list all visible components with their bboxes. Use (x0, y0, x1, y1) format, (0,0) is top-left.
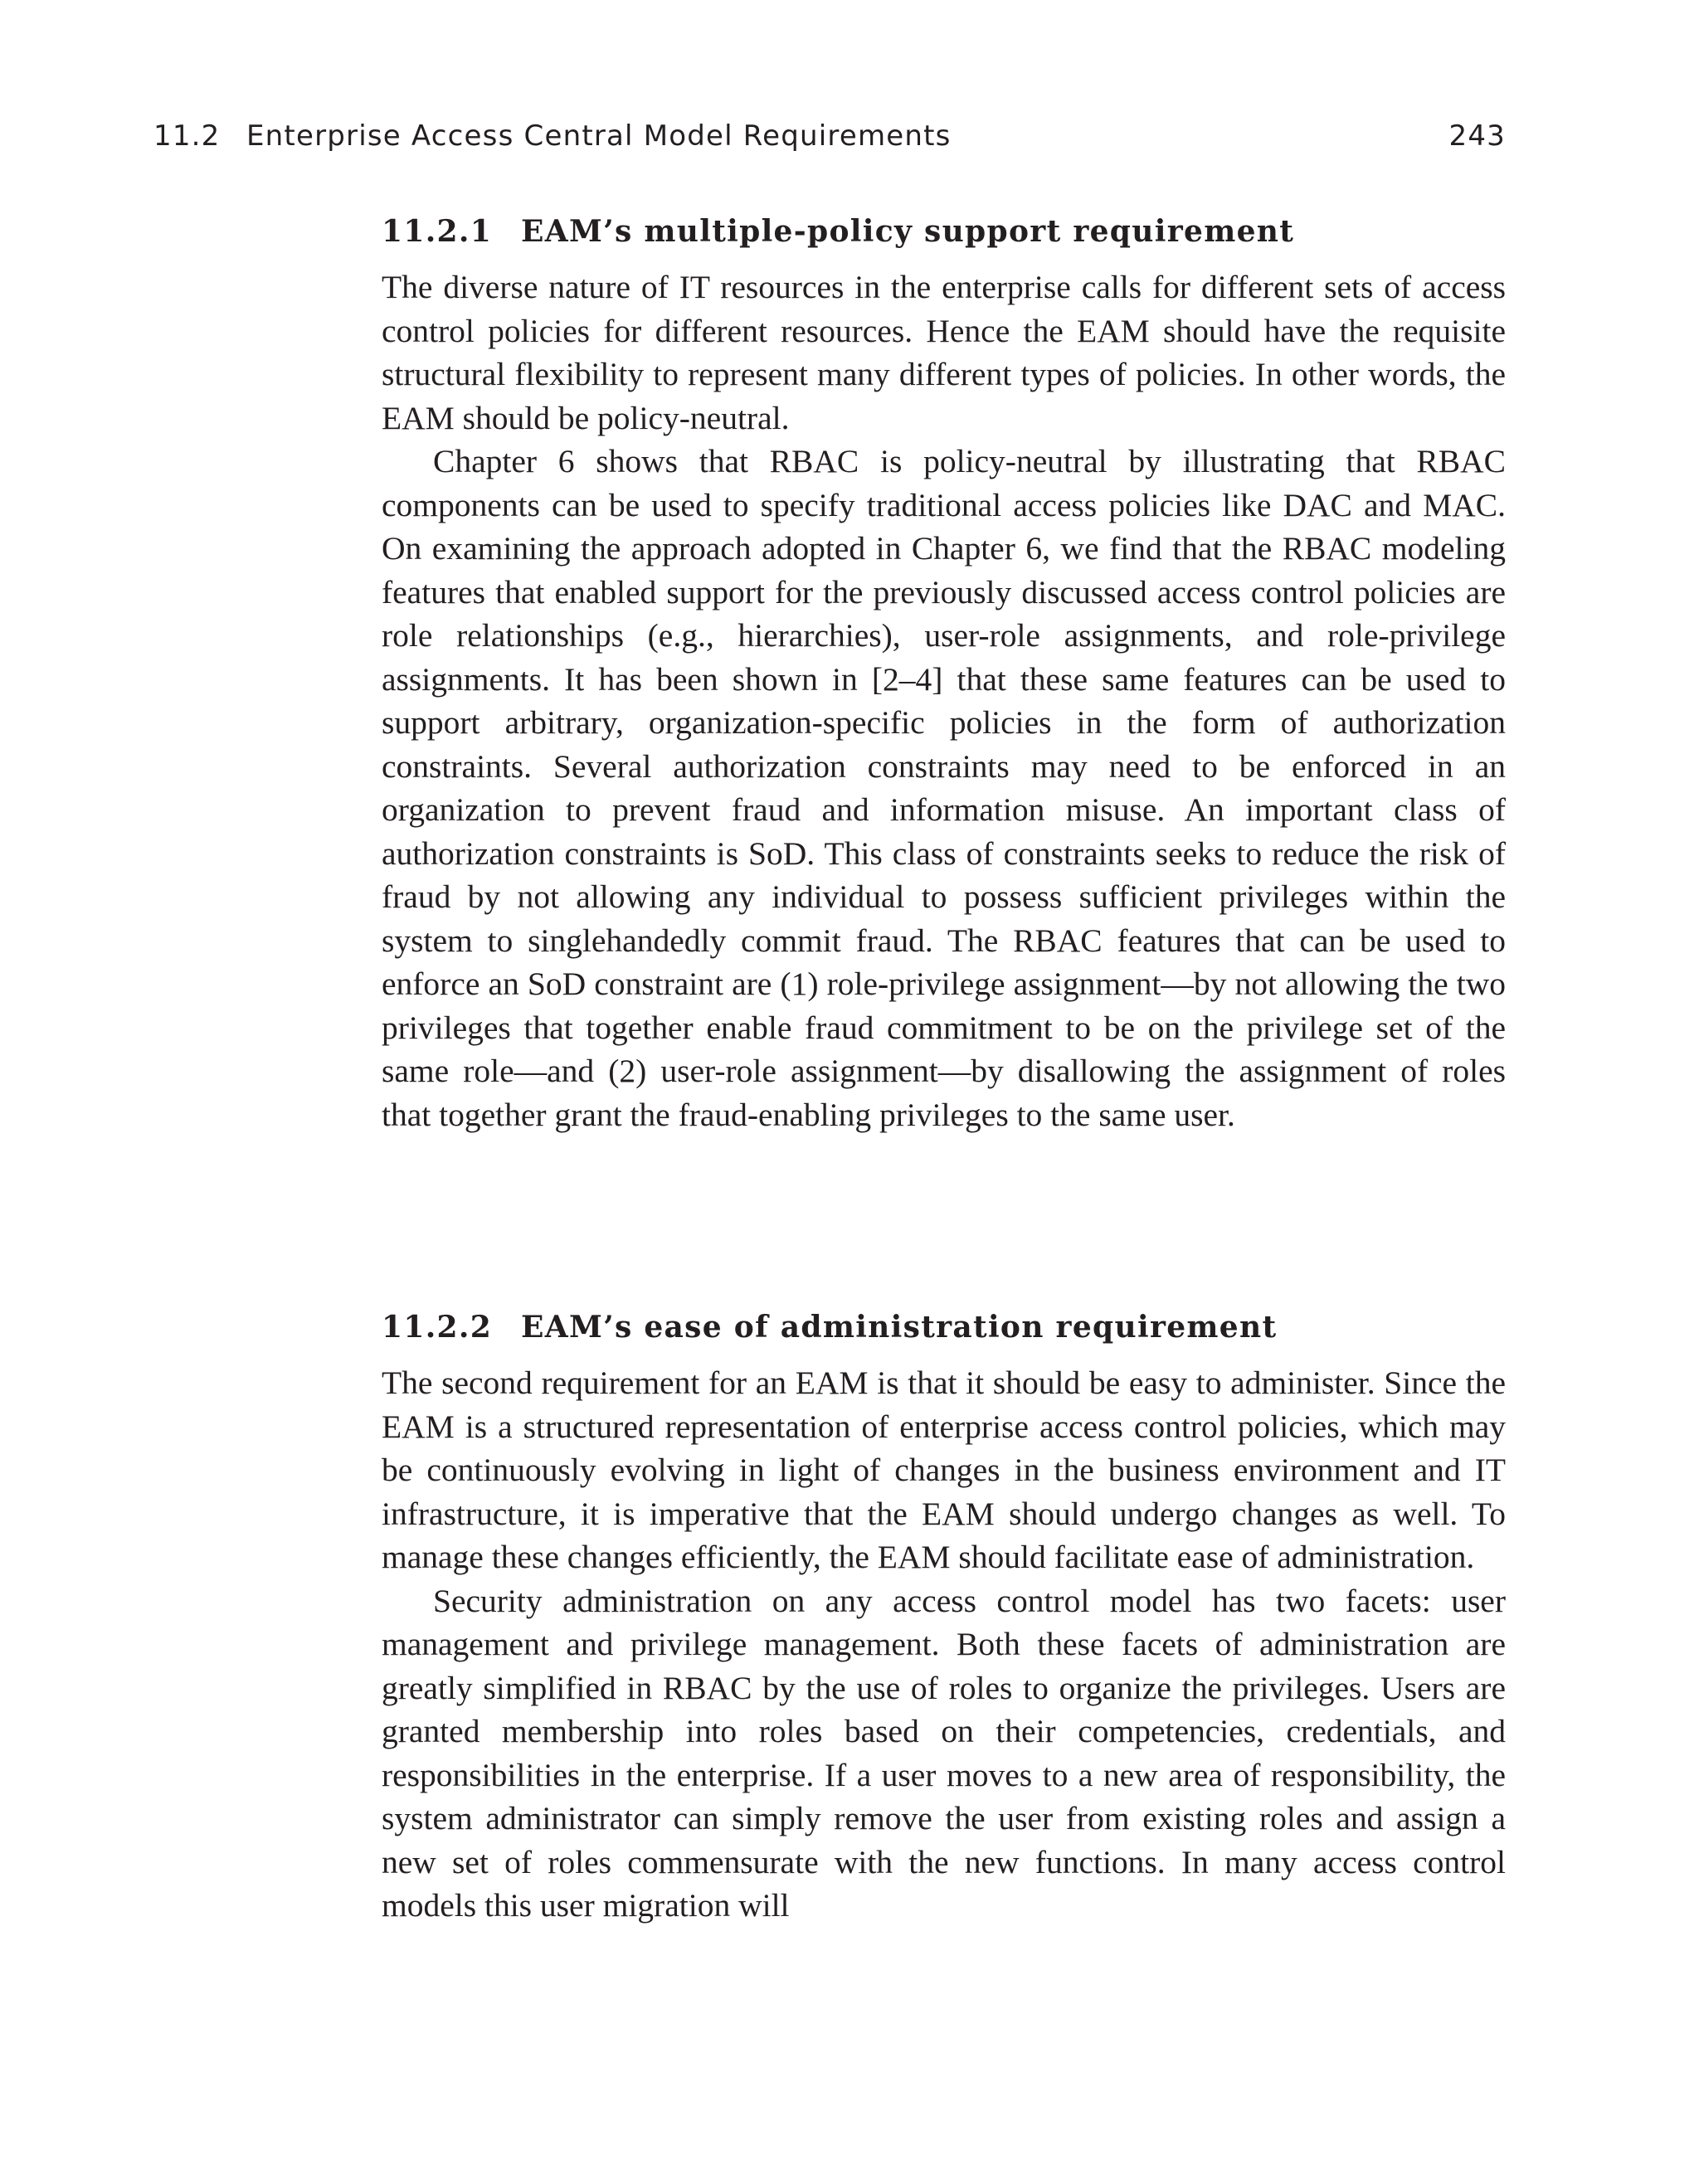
section-heading-title: EAM’s multiple-policy support requirement (521, 214, 1295, 249)
paragraph: The second requirement for an EAM is that it should be easy to administer. Since the EAM is a structured representation of enterprise access control policies, which may be continuously evolving in light of changes in the business environment and IT infrastructure, it is imperative that the EAM should undergo changes as well. To manage these changes efficiently, the EAM should facilitate ease of administration. (382, 1364, 1506, 1575)
paragraph: Security administration on any access control model has two facets: user management and privilege management. Both these facets of administration are greatly simplified in RBAC by the use of roles to organize the privileges. Users are granted membership into roles based on their competencies, credentials, and responsibilities in the enterprise. If a user moves to a new area of responsibility, the system administrator can simply remove the user from existing roles and assign a new set of roles commensurate with the new functions. In many access control models this user migration will (382, 1582, 1506, 1924)
paragraph: Chapter 6 shows that RBAC is policy-neutral by illustrating that RBAC components can be used to specify traditional access policies like DAC and MAC. On examining the approach adopted in Chapter 6, we find that the RBAC modeling features that enabled support for the previously discussed access control policies are role relationships (e.g., hierarchies), user-role assignments, and role-privilege assignments. It has been shown in [2–4] that these same features can be used to support arbitrary, organization-specific policies in the form of authorization constraints. Several authorization constraints may need to be enforced in an organization to prevent fraud and information misuse. An important class of authorization constraints is SoD. This class of constraints seeks to reduce the risk of fraud by not allowing any individual to possess sufficient privileges within the system to singlehandedly commit fraud. The RBAC features that can be used to enforce an SoD constraint are (1) role-privilege assignment—by not allowing the two privileges that together enable fraud commitment to be on the privilege set of the same role—and (2) user-role assignment—by disallowing the assignment of roles that together grant the fraud-enabling privileges to the same user. (382, 443, 1506, 1133)
section-heading (382, 209, 1506, 254)
section-11-2-1 (382, 209, 1506, 1136)
running-head-section-title: Enterprise Access Central Model Requirements (246, 119, 952, 153)
section-11-2-2 (382, 1305, 1506, 1928)
page-number: 243 (1448, 119, 1506, 153)
section-heading (382, 1305, 1506, 1350)
paragraph: The diverse nature of IT resources in the enterprise calls for different sets of access control policies for different resources. Hence the EAM should have the requisite structural flexibility to represent many different types of policies. In other words, the EAM should be policy-neutral. (382, 269, 1506, 436)
section-heading-number: 11.2.2 (382, 1310, 493, 1345)
section-heading-title: EAM’s ease of administration requirement (521, 1310, 1278, 1345)
running-head-section-number: 11.2 (153, 119, 221, 153)
section-heading-number: 11.2.1 (382, 214, 493, 249)
running-head (153, 114, 1506, 158)
